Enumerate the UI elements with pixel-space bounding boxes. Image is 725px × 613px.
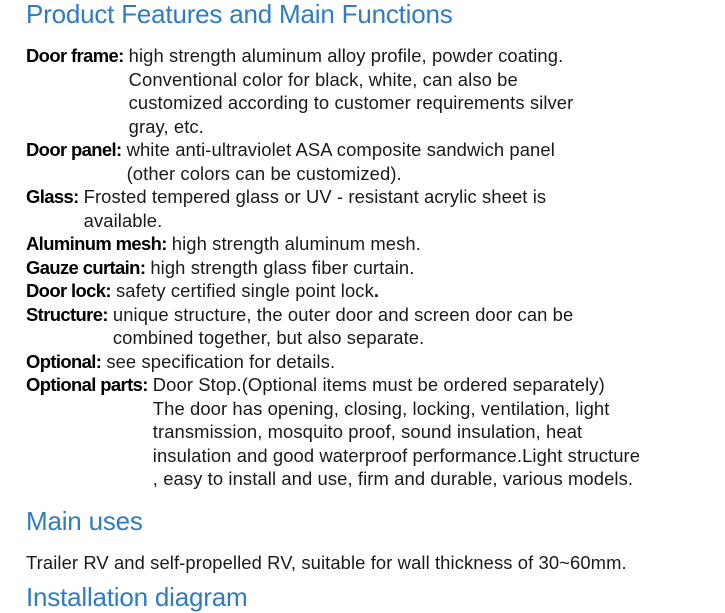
- feature-label: Aluminum mesh:: [26, 233, 167, 254]
- feature-description: [167, 232, 725, 256]
- feature-aluminum-mesh: [26, 232, 725, 256]
- feature-description: [124, 44, 725, 138]
- feature-line: [116, 279, 725, 303]
- feature-description: [145, 256, 725, 280]
- feature-glass: [26, 185, 725, 232]
- feature-line: transmission, mosquito proof, sound insulation, heat: [152, 421, 583, 442]
- feature-description: [79, 185, 725, 232]
- feature-line: gray, etc.: [128, 115, 204, 137]
- features-list: [26, 44, 725, 491]
- feature-description: [148, 373, 725, 491]
- feature-label: Door panel:: [26, 139, 122, 160]
- feature-door-frame: [26, 44, 725, 138]
- feature-line: white anti-ultraviolet ASA composite sandwich panel: [126, 139, 555, 160]
- main-uses-text: Trailer RV and self-propelled RV, suitable for wall thickness of 30~60mm.: [26, 552, 627, 573]
- feature-line: see specification for details.: [106, 350, 336, 372]
- feature-line: customized according to customer requirements silver: [128, 92, 574, 113]
- feature-line: combined together, but also separate.: [112, 327, 425, 348]
- feature-description: [122, 138, 725, 185]
- feature-gauze-curtain: [26, 256, 725, 280]
- feature-line-text: safety certified single point lock: [115, 280, 374, 301]
- feature-line: Conventional color for black, white, can also be: [128, 68, 518, 90]
- feature-label: Structure:: [26, 303, 108, 325]
- feature-description: [111, 279, 725, 303]
- features-heading: Product Features and Main Functions: [26, 0, 453, 29]
- installation-heading: Installation diagram: [26, 582, 248, 612]
- feature-line: available.: [83, 209, 163, 231]
- feature-label: Door frame:: [26, 45, 124, 66]
- feature-line: high strength aluminum mesh.: [171, 233, 421, 254]
- feature-line: (other colors can be customized).: [126, 162, 402, 184]
- feature-line: high strength aluminum alloy profile, powder coating.: [128, 45, 564, 66]
- feature-structure: [26, 303, 725, 350]
- feature-label: Optional parts:: [26, 374, 148, 395]
- feature-description: [108, 303, 725, 350]
- feature-door-lock: [26, 279, 725, 303]
- feature-optional: [26, 350, 725, 374]
- feature-label: Glass:: [26, 186, 79, 207]
- feature-label: Gauze curtain:: [26, 256, 146, 278]
- feature-line: The door has opening, closing, locking, ventilation, light: [152, 397, 610, 419]
- feature-optional-parts: [26, 373, 725, 491]
- main-uses-heading: Main uses: [26, 506, 143, 536]
- feature-label: Door lock:: [26, 280, 111, 301]
- feature-line: Door Stop.(Optional items must be ordered separately): [152, 374, 605, 395]
- feature-description: [101, 350, 725, 374]
- feature-line: Frosted tempered glass or UV - resistant acrylic sheet is: [83, 186, 547, 207]
- feature-line: unique structure, the outer door and screen door can be: [112, 303, 574, 325]
- feature-line: insulation and good waterproof performance.Light structure: [152, 444, 641, 466]
- feature-line-period: .: [373, 280, 380, 301]
- feature-door-panel: [26, 138, 725, 185]
- feature-line: high strength glass fiber curtain.: [150, 256, 415, 278]
- feature-line: , easy to install and use, firm and durable, various models.: [152, 468, 634, 489]
- feature-label: Optional:: [26, 350, 102, 372]
